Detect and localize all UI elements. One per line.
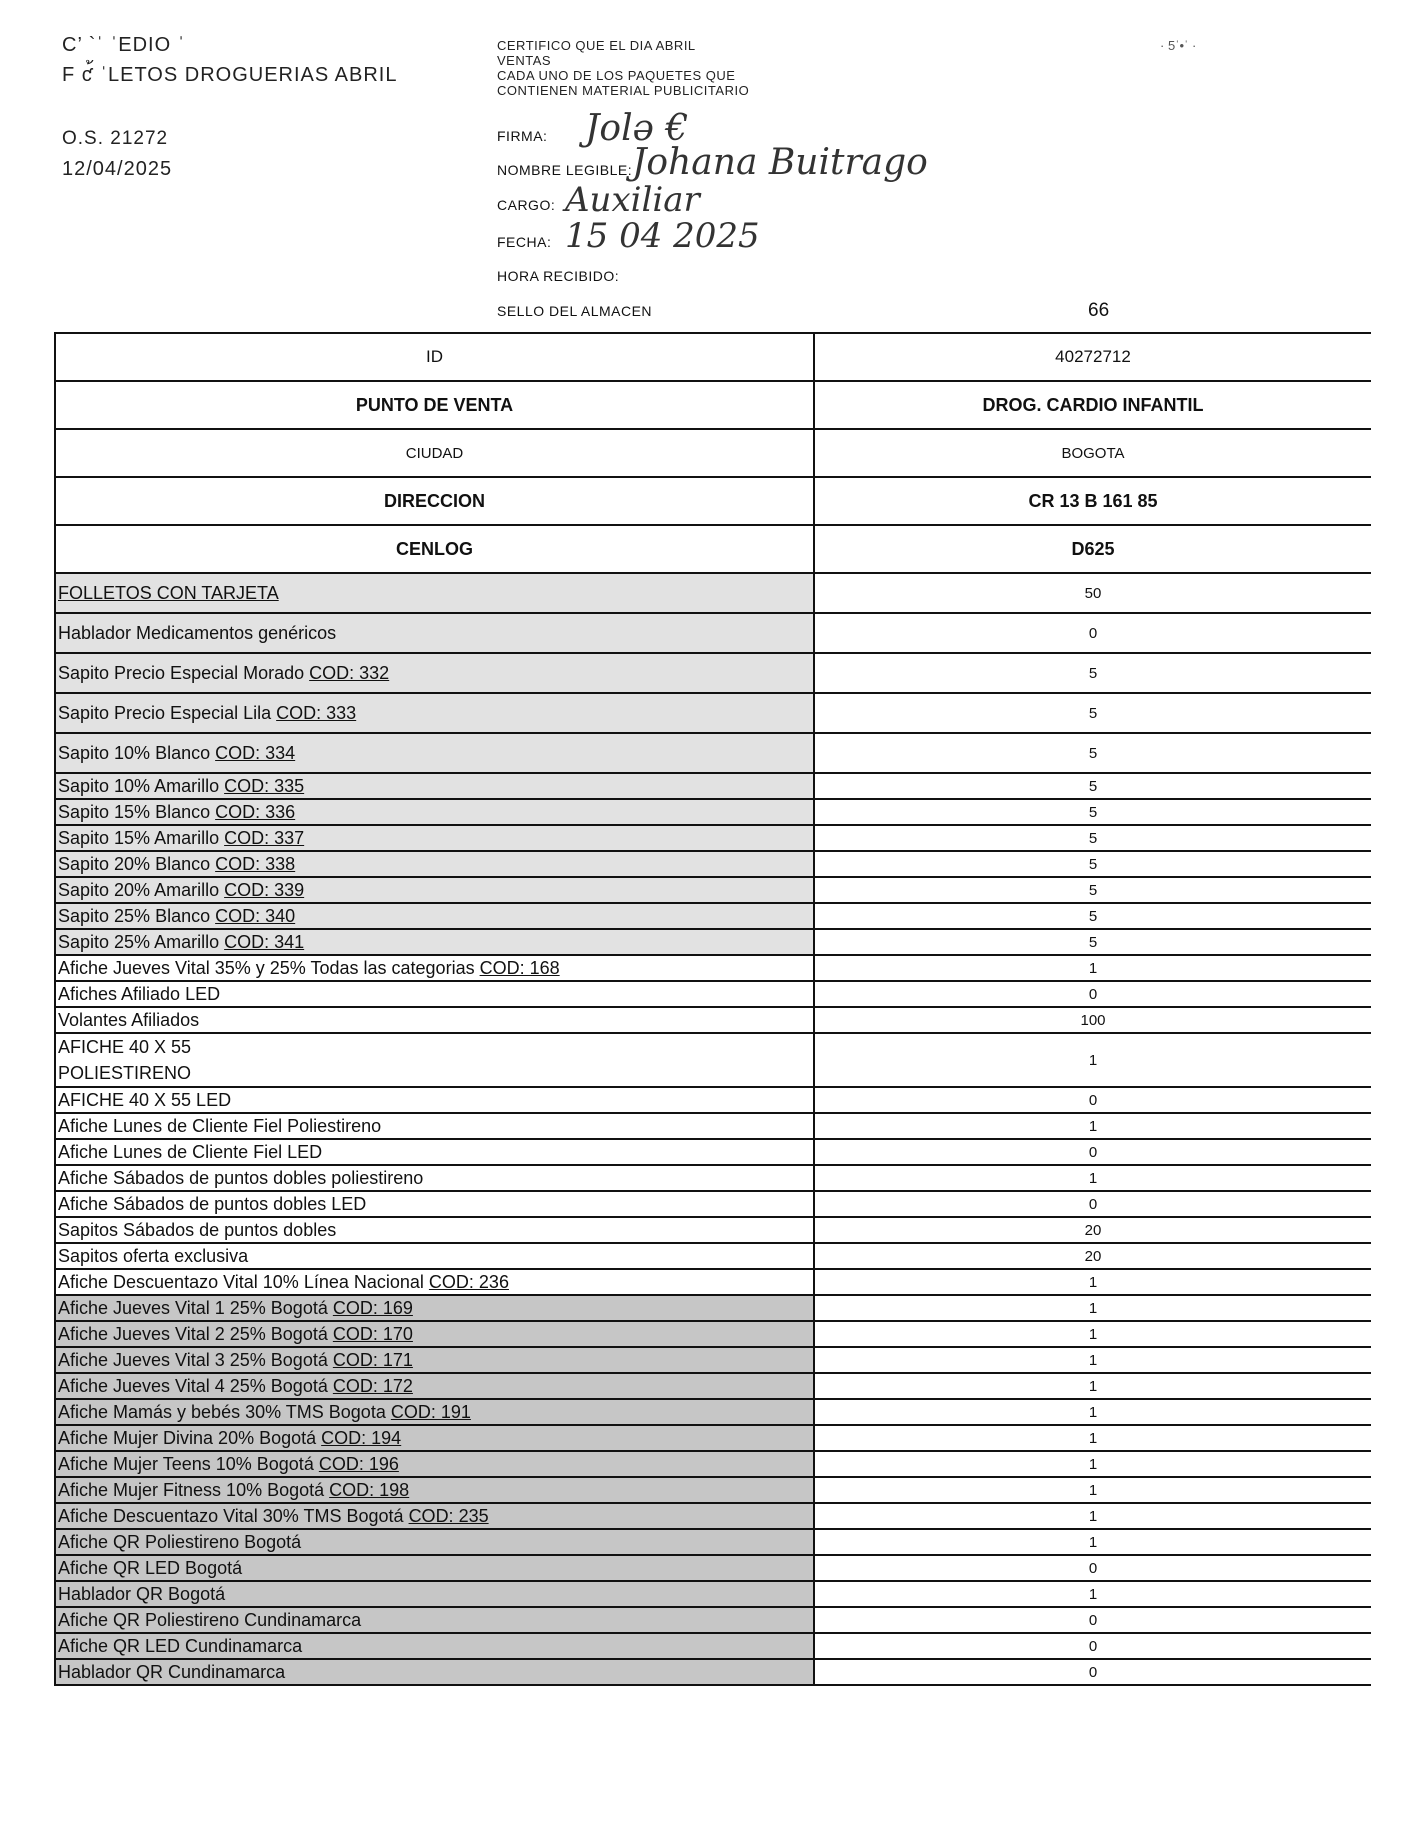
item-quantity: 0 — [814, 1191, 1371, 1217]
item-quantity: 1 — [814, 1165, 1371, 1191]
item-code: COD: 341 — [224, 931, 305, 952]
item-label-cell — [55, 1321, 814, 1347]
item-label-cell — [55, 851, 814, 877]
item-label-cell — [55, 1217, 814, 1243]
certification-line1: CERTIFICO QUE EL DIA ABRIL — [497, 38, 696, 53]
item-label-cell — [55, 1165, 814, 1191]
delivery-table — [54, 332, 1371, 1686]
item-label: Sapitos Sábados de puntos dobles — [58, 1219, 337, 1240]
info-value: DROG. CARDIO INFANTIL — [814, 381, 1371, 429]
item-quantity: 5 — [814, 877, 1371, 903]
item-code: COD: 169 — [332, 1297, 413, 1318]
item-code: COD: 336 — [215, 801, 296, 822]
item-quantity: 50 — [814, 573, 1371, 613]
item-label-cell — [55, 1477, 814, 1503]
item-row — [55, 573, 1371, 613]
item-quantity: 5 — [814, 653, 1371, 693]
item-code: COD: 171 — [332, 1349, 413, 1370]
item-quantity: 20 — [814, 1243, 1371, 1269]
header-left — [62, 30, 397, 184]
item-label: Hablador Medicamentos genéricos — [58, 622, 337, 643]
item-code: COD: 337 — [224, 827, 305, 848]
item-label: Sapito 20% Amarillo — [58, 879, 220, 900]
item-label-cell — [55, 1243, 814, 1269]
item-quantity: 1 — [814, 1503, 1371, 1529]
item-label-cell — [55, 733, 814, 773]
item-label: Afiche Mujer Teens 10% Bogotá — [58, 1453, 314, 1474]
item-quantity: 5 — [814, 693, 1371, 733]
item-label-cell — [55, 1139, 814, 1165]
top-right-mark: · 5ˈ•ˈ · — [1160, 38, 1197, 53]
item-label: Afiche Mujer Divina 20% Bogotá — [58, 1427, 317, 1448]
item-label: Afiche QR LED Bogotá — [58, 1557, 243, 1578]
item-label: Sapito 15% Blanco — [58, 801, 211, 822]
item-label: AFICHE 40 X 55 LED — [58, 1089, 232, 1110]
item-quantity: 5 — [814, 903, 1371, 929]
item-row — [55, 981, 1371, 1007]
item-quantity: 0 — [814, 613, 1371, 653]
item-row — [55, 1217, 1371, 1243]
item-row — [55, 733, 1371, 773]
item-row — [55, 1087, 1371, 1113]
item-row — [55, 1399, 1371, 1425]
item-label-cell — [55, 1087, 814, 1113]
item-label-cell — [55, 1295, 814, 1321]
info-label: ID — [55, 333, 814, 381]
item-code: COD: 340 — [215, 905, 296, 926]
item-quantity: 5 — [814, 851, 1371, 877]
item-label-cell — [55, 1269, 814, 1295]
item-row — [55, 929, 1371, 955]
item-code: COD: 191 — [390, 1401, 471, 1422]
sello-label: SELLO DEL ALMACEN — [497, 303, 653, 319]
item-code: COD: 333 — [276, 702, 357, 723]
item-row — [55, 1503, 1371, 1529]
item-quantity: 1 — [814, 955, 1371, 981]
item-label: Afiche Lunes de Cliente Fiel Poliestireno — [58, 1115, 382, 1136]
fecha-value: 15 04 2025 — [565, 216, 760, 256]
hora-label: HORA RECIBIDO: — [497, 268, 620, 284]
item-quantity: 1 — [814, 1581, 1371, 1607]
item-label-cell — [55, 1425, 814, 1451]
item-quantity: 0 — [814, 981, 1371, 1007]
item-label-cell — [55, 613, 814, 653]
item-row — [55, 1269, 1371, 1295]
item-row — [55, 1033, 1371, 1087]
item-row — [55, 1633, 1371, 1659]
item-label-cell — [55, 1399, 814, 1425]
item-label-cell — [55, 1529, 814, 1555]
info-row — [55, 477, 1371, 525]
item-row — [55, 1347, 1371, 1373]
item-label: Sapito 25% Amarillo — [58, 931, 220, 952]
store-info-section — [55, 333, 1371, 573]
item-label-cell — [55, 653, 814, 693]
item-quantity: 5 — [814, 929, 1371, 955]
item-label: Afiche QR Poliestireno Bogotá — [58, 1531, 302, 1552]
item-label: Afiche Jueves Vital 35% y 25% Todas las categorias — [58, 957, 475, 978]
item-quantity: 100 — [814, 1007, 1371, 1033]
item-label-cell — [55, 1113, 814, 1139]
info-row — [55, 429, 1371, 477]
item-label-cell — [55, 1007, 814, 1033]
item-row — [55, 773, 1371, 799]
item-code: COD: 198 — [329, 1479, 410, 1500]
item-code: COD: 335 — [224, 775, 305, 796]
info-row — [55, 381, 1371, 429]
document-title-line1: C’ `ˈ ˈEDIO ˈ — [62, 34, 186, 56]
item-row — [55, 1113, 1371, 1139]
item-row — [55, 613, 1371, 653]
item-quantity: 0 — [814, 1555, 1371, 1581]
item-row — [55, 1451, 1371, 1477]
item-quantity: 0 — [814, 1087, 1371, 1113]
item-label-cell — [55, 877, 814, 903]
item-quantity: 5 — [814, 773, 1371, 799]
item-row — [55, 799, 1371, 825]
item-label: Sapito 10% Blanco — [58, 742, 211, 763]
item-label: Hablador QR Bogotá — [58, 1583, 226, 1604]
info-label: CENLOG — [55, 525, 814, 573]
item-row — [55, 1477, 1371, 1503]
item-label-line2: POLIESTIRENO — [58, 1063, 192, 1083]
item-label: Sapito Precio Especial Lila — [58, 702, 272, 723]
info-label: PUNTO DE VENTA — [55, 381, 814, 429]
item-label: Afiche Lunes de Cliente Fiel LED — [58, 1141, 323, 1162]
item-code: COD: 334 — [215, 742, 296, 763]
item-row — [55, 1191, 1371, 1217]
item-row — [55, 903, 1371, 929]
item-row — [55, 1295, 1371, 1321]
item-row — [55, 1321, 1371, 1347]
items-section — [55, 573, 1371, 1685]
item-label-cell — [55, 825, 814, 851]
info-value: 40272712 — [814, 333, 1371, 381]
info-label: DIRECCION — [55, 477, 814, 525]
item-label: Sapito 10% Amarillo — [58, 775, 220, 796]
item-quantity: 1 — [814, 1321, 1371, 1347]
item-row — [55, 825, 1371, 851]
item-label: Afiche QR Poliestireno Cundinamarca — [58, 1609, 362, 1630]
item-row — [55, 1425, 1371, 1451]
fecha-label: FECHA: — [497, 234, 552, 250]
item-label-cell — [55, 929, 814, 955]
info-label: CIUDAD — [55, 429, 814, 477]
item-row — [55, 1165, 1371, 1191]
item-label: Hablador QR Cundinamarca — [58, 1661, 286, 1682]
item-label: FOLLETOS CON TARJETA — [58, 582, 279, 603]
certification-note — [497, 38, 827, 98]
item-quantity: 1 — [814, 1347, 1371, 1373]
item-label-cell — [55, 573, 814, 613]
item-row — [55, 693, 1371, 733]
item-label-cell — [55, 1607, 814, 1633]
item-quantity: 1 — [814, 1295, 1371, 1321]
item-label: Afiche Jueves Vital 1 25% Bogotá — [58, 1297, 328, 1318]
item-quantity: 1 — [814, 1529, 1371, 1555]
item-quantity: 1 — [814, 1113, 1371, 1139]
item-label: Afiche Jueves Vital 4 25% Bogotá — [58, 1375, 328, 1396]
item-label: Sapito 25% Blanco — [58, 905, 211, 926]
item-quantity: 0 — [814, 1139, 1371, 1165]
item-quantity: 1 — [814, 1425, 1371, 1451]
item-quantity: 5 — [814, 799, 1371, 825]
item-code: COD: 170 — [332, 1323, 413, 1344]
item-label-cell — [55, 1555, 814, 1581]
info-value: BOGOTA — [814, 429, 1371, 477]
item-label: Afiche Descuentazo Vital 30% TMS Bogotá — [58, 1505, 404, 1526]
item-row — [55, 877, 1371, 903]
item-code: COD: 168 — [479, 957, 560, 978]
item-quantity: 1 — [814, 1033, 1371, 1087]
item-quantity: 1 — [814, 1399, 1371, 1425]
item-label-cell — [55, 1503, 814, 1529]
nombre-label: NOMBRE LEGIBLE: — [497, 162, 633, 178]
certification-line3: CADA UNO DE LOS PAQUETES QUE — [497, 68, 736, 83]
item-code: COD: 332 — [309, 662, 390, 683]
item-label: Afiche Descuentazo Vital 10% Línea Nacional — [58, 1271, 424, 1292]
item-code: COD: 236 — [428, 1271, 509, 1292]
firma-signature: Jolə € — [585, 108, 689, 149]
item-quantity: 1 — [814, 1373, 1371, 1399]
cargo-value: Auxiliar — [565, 180, 700, 220]
item-quantity: 1 — [814, 1269, 1371, 1295]
item-row — [55, 1007, 1371, 1033]
item-code: COD: 339 — [224, 879, 305, 900]
item-row — [55, 1555, 1371, 1581]
item-label: Afiches Afiliado LED — [58, 983, 221, 1004]
order-date: 12/04/2025 — [62, 158, 173, 180]
document-title-line2: F ƈ้ ˈLETOS DROGUERIAS ABRIL — [62, 64, 398, 86]
item-label-cell — [55, 1451, 814, 1477]
item-row — [55, 1529, 1371, 1555]
item-label: Sapitos oferta exclusiva — [58, 1245, 249, 1266]
page-number: 66 — [1088, 300, 1110, 321]
item-label-cell — [55, 1033, 814, 1087]
item-label: Afiche Mujer Fitness 10% Bogotá — [58, 1479, 325, 1500]
info-row — [55, 525, 1371, 573]
nombre-value: Johana Buitrago — [632, 142, 928, 183]
item-label-cell — [55, 1633, 814, 1659]
item-label: Afiche Jueves Vital 3 25% Bogotá — [58, 1349, 328, 1370]
item-label-cell — [55, 1659, 814, 1685]
info-value: CR 13 B 161 85 — [814, 477, 1371, 525]
firma-label: FIRMA: — [497, 128, 548, 144]
item-row — [55, 851, 1371, 877]
item-label: Afiche Jueves Vital 2 25% Bogotá — [58, 1323, 328, 1344]
certification-line4: CONTIENEN MATERIAL PUBLICITARIO — [497, 83, 750, 98]
item-code: COD: 196 — [318, 1453, 399, 1474]
item-quantity: 0 — [814, 1659, 1371, 1685]
item-label: Volantes Afiliados — [58, 1009, 200, 1030]
item-quantity: 20 — [814, 1217, 1371, 1243]
item-code: COD: 194 — [321, 1427, 402, 1448]
item-code: COD: 235 — [408, 1505, 489, 1526]
item-row — [55, 1607, 1371, 1633]
item-row — [55, 1373, 1371, 1399]
item-row — [55, 1659, 1371, 1685]
item-quantity: 5 — [814, 825, 1371, 851]
item-label: AFICHE 40 X 55 — [58, 1037, 192, 1057]
item-label-cell — [55, 1191, 814, 1217]
item-label-cell — [55, 1373, 814, 1399]
item-label-cell — [55, 1347, 814, 1373]
item-label: Sapito 20% Blanco — [58, 853, 211, 874]
item-label-cell — [55, 903, 814, 929]
item-quantity: 1 — [814, 1451, 1371, 1477]
item-label-cell — [55, 693, 814, 733]
item-label: Afiche Sábados de puntos dobles LED — [58, 1193, 367, 1214]
item-label: Afiche Sábados de puntos dobles poliestireno — [58, 1167, 424, 1188]
item-label: Afiche QR LED Cundinamarca — [58, 1635, 303, 1656]
item-row — [55, 653, 1371, 693]
item-row — [55, 1243, 1371, 1269]
item-row — [55, 1581, 1371, 1607]
item-row — [55, 955, 1371, 981]
item-label-cell — [55, 773, 814, 799]
item-quantity: 5 — [814, 733, 1371, 773]
item-label: Sapito 15% Amarillo — [58, 827, 220, 848]
item-quantity: 1 — [814, 1477, 1371, 1503]
item-label-cell — [55, 981, 814, 1007]
info-value: D625 — [814, 525, 1371, 573]
item-quantity: 0 — [814, 1633, 1371, 1659]
item-quantity: 0 — [814, 1607, 1371, 1633]
item-label: Afiche Mamás y bebés 30% TMS Bogota — [58, 1401, 386, 1422]
item-label-cell — [55, 1581, 814, 1607]
info-row — [55, 333, 1371, 381]
item-code: COD: 172 — [332, 1375, 413, 1396]
certification-line2: VENTAS — [497, 53, 552, 68]
item-label-cell — [55, 799, 814, 825]
item-label-cell — [55, 955, 814, 981]
order-number: O.S. 21272 — [62, 128, 169, 149]
item-row — [55, 1139, 1371, 1165]
item-code: COD: 338 — [215, 853, 296, 874]
item-label: Sapito Precio Especial Morado — [58, 662, 305, 683]
cargo-label: CARGO: — [497, 197, 556, 213]
